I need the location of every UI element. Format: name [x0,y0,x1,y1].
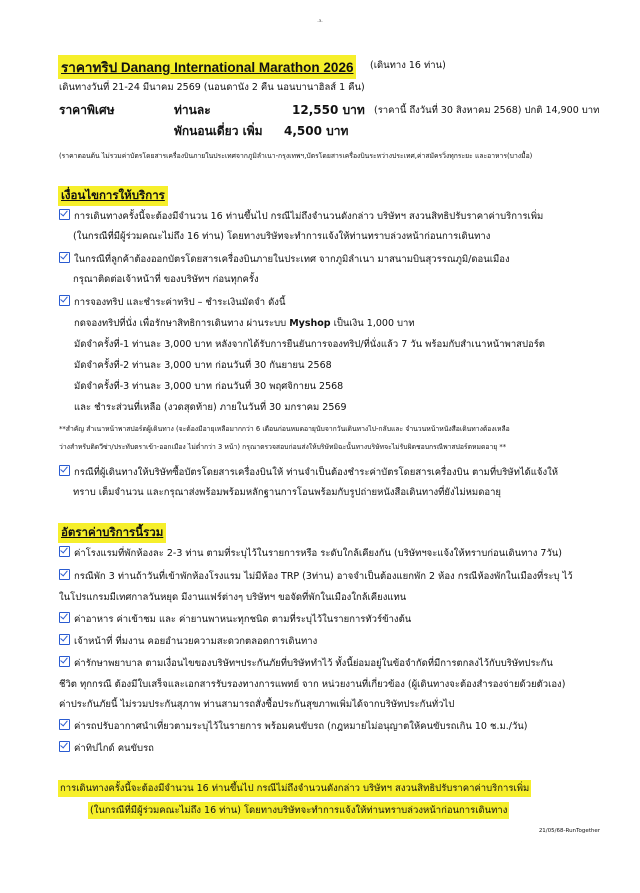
single-room-label: พักนอนเดี่ยว เพิ่ม [174,124,263,138]
special-price-label: ราคาพิเศษ [59,103,115,117]
footer-note-2: (ในกรณีที่มีผู้ร่วมคณะไม่ถึง 16 ท่าน) โดยทางบริษัทจะทำการแจ้งให้ท่านทราบล่วงหน้าก่อนการเดินทาง [88,802,509,819]
deposit-1: มัดจำครั้งที่-1 ท่านละ 3,000 บาท หลังจากได้รับการยืนยันการจองทริป/ที่นั่งแล้ว 7 วัน พร้อมกับสำเนาหน้าพาสปอร์ต [74,339,545,350]
checkbox-icon [59,569,70,580]
inclusion-5: ค่ารักษาพยาบาล ตามเงื่อนไขของบริษัทฯประกันภัยที่บริษัททำไว้ ทั้งนี้ย่อมอยู่ในข้อจำกัดที่มีการตกลงไว้กับบริษัทประกัน [59,656,553,671]
checkbox-icon [59,656,70,667]
passport-note-1: **สำคัญ สำเนาหน้าพาสปอร์ตผู้เดินทาง (จะต้องมีอายุเหลือมากกว่า 6 เดือนก่อนหมดอายุนับจากวันเดินทางไป-กลับและ จำนวนหน้าหนังสือเดินทางต้องเหลือ [59,425,510,433]
booking-line: กดจองทริปที่นั่ง เพื่อรักษาสิทธิการเดินทาง ผ่านระบบ Myshop เป็นเงิน 1,000 บาท [74,318,415,329]
deposit-3: มัดจำครั้งที่-3 ท่านละ 3,000 บาท ก่อนวันที่ 30 พฤศจิกายน 2568 [74,381,344,392]
footer-note-1: การเดินทางครั้งนี้จะต้องมีจำนวน 16 ท่านขึ้นไป กรณีไม่ถึงจำนวนดังกล่าว บริษัทฯ สงวนสิทธิปรับราคาค่าบริการเพิ่ม [58,780,531,797]
trip-group-size: (เดินทาง 16 ท่าน) [370,60,446,71]
condition-4-cont: ทราบ เต็มจำนวน และกรุณาส่งพร้อมพร้อมหลักฐานการโอนพร้อมกับรูปถ่ายหนังสือเดินทางที่ยังไม่หมดอายุ [73,487,501,498]
condition-4: กรณีที่ผู้เดินทางให้บริษัทซื้อบัตรโดยสารเครื่องบินให้ ท่านจำเป็นต้องชำระค่าบัตรโดยสารเครื่องบิน ตามที่บริษัทได้แจ้งให้ [59,465,558,480]
checkbox-icon [59,634,70,645]
condition-2-cont: กรุณาติดต่อเจ้าหน้าที่ ของบริษัทฯ ก่อนทุกครั้ง [73,274,259,285]
checkbox-icon [59,465,70,476]
single-room-price: 4,500 บาท [284,124,349,138]
checkbox-icon [59,295,70,306]
inclusion-5-cont-1: ชีวิต ทุกกรณี ต้องมีใบเสร็จและเอกสารรับรองทางการแพทย์ จาก หน่วยงานที่เกี่ยวข้อง (ผู้เดินทางจะต้องสำรองจ่ายด้วยตัวเอง) [59,679,566,690]
page-number: -3- [317,18,323,23]
passport-note-2: ว่างสำหรับติดวีซ่า/ประทับตราเข้า-ออกเมือง ไม่ต่ำกว่า 3 หน้า) กรุณาตรวจสอบก่อนส่งให้บริษัทมิฉะนั้นทางบริษัทจะไม่รับผิดชอบกรณีพาสปอร์ตหมดอายุ ** [59,443,507,451]
checkbox-icon [59,612,70,623]
inclusion-4: เจ้าหน้าที่ ที่มงาน คอยอำนวยความสะดวกตลอดการเดินทาง [59,634,317,649]
inclusion-3: ค่าอาหาร ค่าเข้าชม และ ค่ายานพาหนะทุกชนิด ตามที่ระบุไว้ในรายการทัวร์ข้างต้น [59,612,411,627]
final-payment: และ ชำระส่วนที่เหลือ (งวดสุดท้าย) ภายในวันที่ 30 มกราคม 2569 [74,402,347,413]
condition-1-cont: (ในกรณีที่มีผู้ร่วมคณะไม่ถึง 16 ท่าน) โดยทางบริษัทจะทำการแจ้งให้ท่านทราบล่วงหน้าก่อนการเดินทาง [73,231,491,242]
inclusion-6: ค่ารถปรับอากาศนำเที่ยวตามระบุไว้ในรายการ พร้อมคนขับรถ (กฎหมายไม่อนุญาตให้คนขับรถเกิน 10 ช.ม./วัน) [59,719,527,734]
document-code: 21/05/68-RunTogether [538,828,600,834]
checkbox-icon [59,252,70,263]
inclusion-2-cont: ในโปรแกรมมีเทศกาลวันหยุด มีงานแฟร์ต่างๆ บริษัทฯ ขอจัดที่พักในเมืองใกล้เคียงแทน [59,592,407,603]
per-person-price: 12,550 บาท [292,103,365,117]
checkbox-icon [59,209,70,220]
travel-dates: เดินทางวันที่ 21-24 มีนาคม 2569 (นอนดานัง 2 คืน นอนบานาฮิลส์ 1 คืน) [59,82,365,93]
inclusion-2: กรณีพัก 3 ท่านถ้าวันที่เข้าพักห้องโรงแรม ไม่มีห้อง TRP (3ท่าน) อาจจำเป็นต้องแยกพัก 2 ห้อง กรณีห้องพักในเมืองที่ระบุ ไว้ [59,569,573,584]
deposit-2: มัดจำครั้งที่-2 ท่านละ 3,000 บาท ก่อนวันที่ 30 กันยายน 2568 [74,360,332,371]
inclusion-7: ค่าทิปไกด์ คนขับรถ [59,741,154,756]
inclusion-1: ค่าโรงแรมที่พักห้องละ 2-3 ท่าน ตามที่ระบุไว้ในรายการหรือ ระดับใกล้เคียงกัน (บริษัทฯจะแจ้งให้ทราบก่อนเดินทาง 7วัน) [59,546,562,561]
condition-2: ในกรณีที่ลูกค้าต้องออกบัตรโดยสารเครื่องบินภายในประเทศ จากภูมิลำเนา มาสนามบินสุวรรณภูมิ/ดอนเมือง [59,252,510,267]
per-person-label: ท่านละ [174,103,211,117]
condition-1: การเดินทางครั้งนี้จะต้องมีจำนวน 16 ท่านขึ้นไป กรณีไม่ถึงจำนวนดังกล่าว บริษัทฯ สงวนสิทธิปรับราคาค่าบริการเพิ่ม [59,209,543,224]
price-exclusion-note: (ราคาตอนต้น ไม่รวมค่าบัตรโดยสารเครื่องบินภายในประเทศจากภูมิลำเนา-กรุงเทพฯ,บัตรโดยสารเครื่องบินระหว่างประเทศ,ค่าสมัครวิ่งทุกระยะ และอาหาร(บางมื้อ) [59,152,533,160]
condition-3: การจองทริป และชำระค่าทริป – ชำระเงินมัดจำ ดังนี้ [59,295,285,310]
checkbox-icon [59,741,70,752]
price-note: (ราคานี้ ถึงวันที่ 30 สิงหาคม 2568) ปกติ 14,900 บาท [374,105,600,116]
conditions-heading: เงื่อนไขการให้บริการ [58,186,168,206]
inclusion-5-cont-2: ค่าประกันภัยนี้ ไม่รวมประกันสุภาพ ท่านสามารถสั่งซื้อประกันสุขภาพเพิ่มได้จากบริษัทประกันทั่วไป [59,699,455,710]
trip-title: ราคาทริป Danang International Marathon 2026 [58,55,356,79]
inclusions-heading: อัตราค่าบริการนี้รวม [58,523,166,543]
checkbox-icon [59,546,70,557]
checkbox-icon [59,719,70,730]
